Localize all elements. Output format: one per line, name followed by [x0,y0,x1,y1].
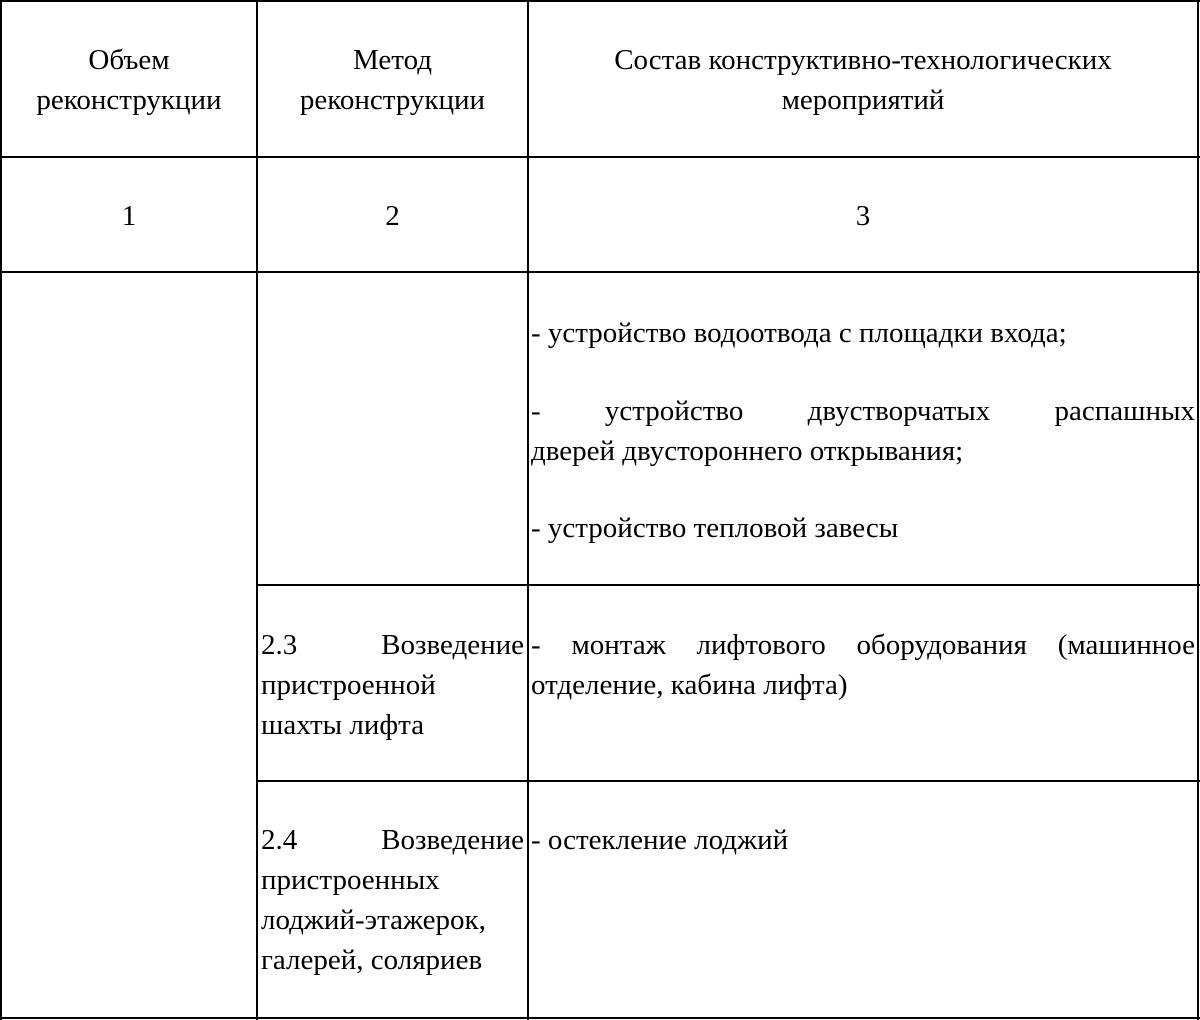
row1-measure-3: дверей двустороннего открывания; [531,435,964,467]
header-bottom-line [0,156,1200,158]
row2-method-line1: 2.3 Возведение [261,629,524,661]
header-col3-line1: Состав конструктивно-технологических [614,44,1112,76]
header-col3-line2: мероприятий [781,84,945,116]
row2-measure-line1: - монтаж лифтового оборудования (машинное [531,629,1195,661]
number-col3: 3 [855,200,871,232]
table-border-top [0,0,1200,2]
table-border-bottom [0,1017,1200,1019]
header-col1-line2: реконструкции [36,84,222,116]
row3-measure-line1: - остекление лоджий [531,824,789,856]
row1-measure-4: - устройство тепловой завесы [531,512,899,544]
number-col1: 1 [121,200,137,232]
row1-measure-1: - устройство водоотвода с площадки входа; [531,317,1067,349]
header-col2-line2: реконструкции [299,84,486,116]
row2-method-line2: пристроенной [261,669,436,701]
row2-method-line3: шахты лифта [261,709,425,741]
row1-measure-2: - устройство двустворчатых распашных [531,395,1195,427]
row3-method-line3: лоджий-этажерок, [261,904,486,936]
numbers-bottom-line [0,271,1200,273]
header-col1 [0,40,258,120]
header-col2-line1: Метод [353,44,432,76]
table-border-right [1197,0,1199,1020]
column-divider-2 [527,0,529,1020]
header-col1-line1: Объем [88,44,170,76]
row3-method-line4: галерей, соляриев [261,944,483,976]
column-divider-1 [256,0,258,1020]
row2-bottom-line [256,780,1200,782]
row1-bottom-line [256,584,1200,586]
row3-method-line1: 2.4 Возведение [261,824,524,856]
row3-method-line2: пристроенных [261,864,440,896]
header-col2 [258,40,527,120]
number-col2: 2 [385,200,400,232]
row2-measure-line2: отделение, кабина лифта) [531,669,848,701]
header-col3 [529,40,1197,120]
table-border-left [0,0,2,1020]
